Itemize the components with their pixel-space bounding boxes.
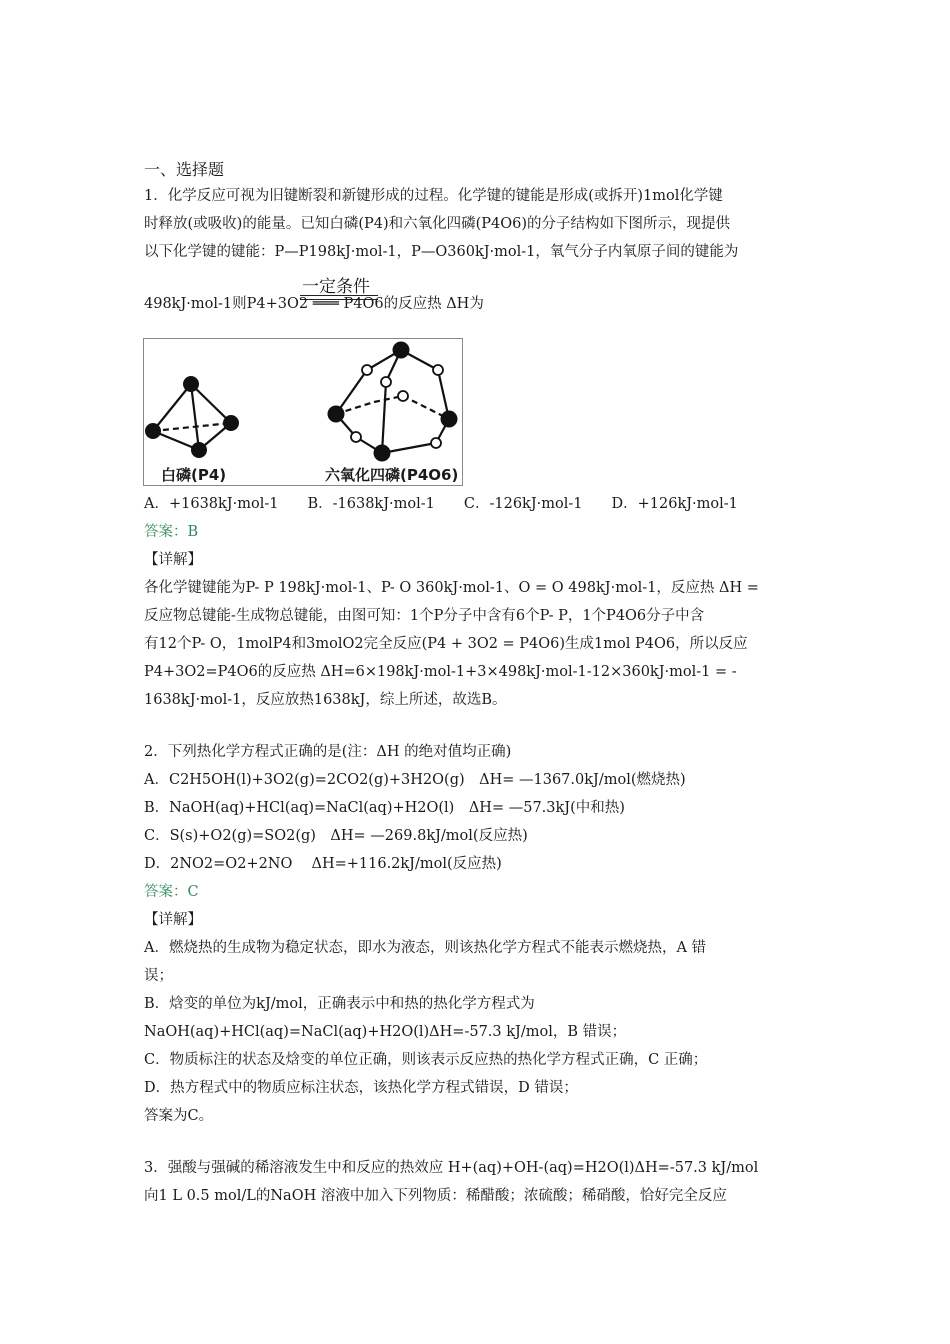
q2-detail-header: 【详解】 [144, 912, 202, 928]
q3-stem-line-1: 3．强酸与强碱的稀溶液发生中和反应的热效应 H+(aq)+OH-(aq)=H2O(l)ΔH=-57.3 kJ/mol [144, 1160, 759, 1176]
q1-stem-line-4: 498kJ·mol-1则P4+3O2 ═══ P4O6的反应热 ΔH为 [144, 296, 484, 312]
q1-stem-line-1: 1．化学反应可视为旧键断裂和新键形成的过程。化学键的键能是形成(或拆开)1mol化学键 [144, 188, 723, 204]
molecule-structure-figure [143, 338, 463, 486]
figure-label-p4o6: 六氧化四磷(P4O6) [325, 466, 459, 484]
q2-explanation-line-6: D．热方程式中的物质应标注状态，该热化学方程式错误，D 错误； [144, 1080, 578, 1096]
q2-explanation-line-2: 误； [144, 968, 173, 984]
q1-detail-header: 【详解】 [144, 552, 202, 568]
reaction-condition-label: 一定条件 [302, 277, 370, 297]
q3-stem-line-2: 向1 L 0.5 mol/L的NaOH 溶液中加入下列物质：稀醋酸；浓硫酸；稀硝酸，恰好完全反应 [144, 1188, 727, 1204]
q2-option-d: D．2NO2=O2+2NO ΔH=+116.2kJ/mol(反应热) [144, 856, 502, 872]
p4o6-o-atoms [351, 365, 443, 448]
q1-explanation-line-5: 1638kJ·mol-1，反应放热1638kJ，综上所述，故选B。 [144, 692, 507, 708]
q2-option-a: A．C2H5OH(l)+3O2(g)=2CO2(g)+3H2O(g) ΔH= —1367.0kJ/mol(燃烧热) [144, 772, 686, 788]
section-title: 一、选择题 [144, 160, 225, 179]
q1-options: A．+1638kJ·mol-1 B．-1638kJ·mol-1 C．-126kJ·mol-1 D．+126kJ·mol-1 [144, 496, 738, 512]
q2-option-c: C．S(s)+O2(g)=SO2(g) ΔH= —269.8kJ/mol(反应热) [144, 828, 528, 844]
q2-stem: 2．下列热化学方程式正确的是(注：ΔH 的绝对值均正确) [144, 744, 512, 760]
figure-label-p4: 白磷(P4) [161, 466, 227, 484]
q2-explanation-line-5: C．物质标注的状态及焓变的单位正确，则该表示反应热的热化学方程式正确，C 正确； [144, 1052, 708, 1068]
q1-stem-line-3: 以下化学键的键能：P—P198kJ·mol-1，P—O360kJ·mol-1，氧气分子内氧原子间的键能为 [144, 244, 739, 260]
q2-option-b: B．NaOH(aq)+HCl(aq)=NaCl(aq)+H2O(l) ΔH= —57.3kJ(中和热) [144, 800, 625, 816]
q1-stem-line-2: 时释放(或吸收)的能量。已知白磷(P4)和六氧化四磷(P4O6)的分子结构如下图所示，现提供 [144, 216, 731, 232]
q1-explanation-line-1: 各化学键键能为P- P 198kJ·mol-1、P- O 360kJ·mol-1、O = O 498kJ·mol-1，反应热 ΔH = [144, 580, 759, 596]
q1-answer: 答案：B [144, 524, 199, 540]
q1-explanation-line-3: 有12个P- O，1molP4和3molO2完全反应(P4 + 3O2 = P4O6)生成1mol P4O6，所以反应 [144, 636, 748, 652]
q2-explanation-line-4: NaOH(aq)+HCl(aq)=NaCl(aq)+H2O(l)ΔH=-57.3 kJ/mol，B 错误； [144, 1024, 627, 1040]
q2-explanation-line-7: 答案为C。 [144, 1108, 214, 1124]
q2-explanation-line-1: A．燃烧热的生成物为稳定状态，即水为液态，则该热化学方程式不能表示燃烧热，A 错 [144, 940, 707, 956]
q2-answer: 答案：C [144, 884, 199, 900]
q1-explanation-line-4: P4+3O2=P4O6的反应热 ΔH=6×198kJ·mol-1+3×498kJ·mol-1-12×360kJ·mol-1 = - [144, 664, 737, 680]
p4-structure [153, 384, 231, 450]
q1-explanation-line-2: 反应物总键能-生成物总键能，由图可知：1个P分子中含有6个P- P，1个P4O6分子中含 [144, 608, 705, 624]
q2-explanation-line-3: B．焓变的单位为kJ/mol，正确表示中和热的热化学方程式为 [144, 996, 535, 1012]
